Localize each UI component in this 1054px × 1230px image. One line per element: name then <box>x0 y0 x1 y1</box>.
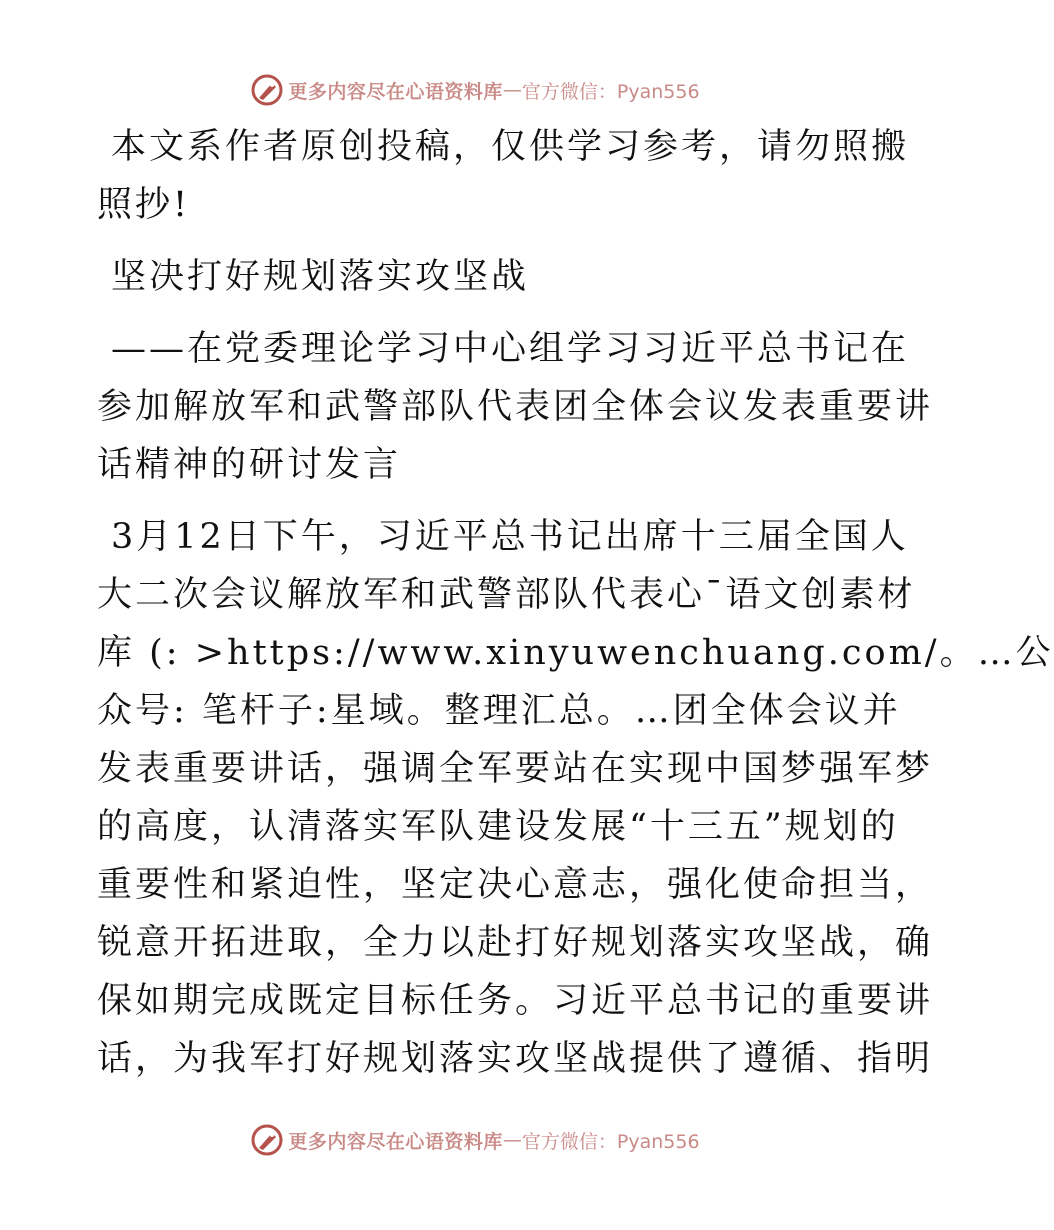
body-line: 众号: 笔杆子:星域。整理汇总。…团全体会议并 <box>97 691 901 731</box>
header-watermark-banner <box>0 70 950 110</box>
banner-contact: 官方微信：Pyan556 <box>521 1130 700 1153</box>
footer-watermark-banner <box>0 1120 950 1160</box>
body-line: 话，为我军打好规划落实攻坚战提供了遵循、指明 <box>97 1039 934 1079</box>
body-line: 发表重要讲话，强调全军要站在实现中国梦强军梦 <box>97 749 934 789</box>
pen-nib-logo-icon <box>250 1123 284 1157</box>
subtitle-line: 话精神的研讨发言 <box>97 445 402 485</box>
banner-dash: — <box>502 79 522 101</box>
document-body <box>97 118 1054 1088</box>
body-line: 的高度，认清落实军队建设发展“十三五”规划的 <box>97 807 899 847</box>
pen-nib-logo-icon <box>250 73 284 107</box>
body-line: 大二次会议解放军和武警部队代表心¯语文创素材 <box>97 575 916 615</box>
body-line: 锐意开拓进取，全力以赴打好规划落实攻坚战，确 <box>97 923 934 963</box>
notice-line: 照抄! <box>97 185 191 225</box>
subtitle-line: 参加解放军和武警部队代表团全体会议发表重要讲 <box>97 387 934 427</box>
notice-line: 本文系作者原创投稿，仅供学习参考，请勿照搬 <box>111 127 910 167</box>
banner-text: 更多内容尽在心语资料库 <box>288 1130 503 1153</box>
body-line: 保如期完成既定目标任务。习近平总书记的重要讲 <box>97 981 934 1021</box>
document-title: 坚决打好规划落实攻坚战 <box>111 257 530 297</box>
banner-text: 更多内容尽在心语资料库 <box>288 80 503 103</box>
subtitle-line: ——在党委理论学习中心组学习习近平总书记在 <box>111 329 910 369</box>
banner-contact: 官方微信：Pyan556 <box>521 80 700 103</box>
body-line: 库 (: >https://www.xinyuwenchuang.com/。…公 <box>97 633 1054 673</box>
body-line: 重要性和紧迫性，坚定决心意志，强化使命担当， <box>97 865 934 905</box>
banner-dash: — <box>502 1129 522 1151</box>
body-line: 3月12日下午，习近平总书记出席十三届全国人 <box>111 517 909 557</box>
